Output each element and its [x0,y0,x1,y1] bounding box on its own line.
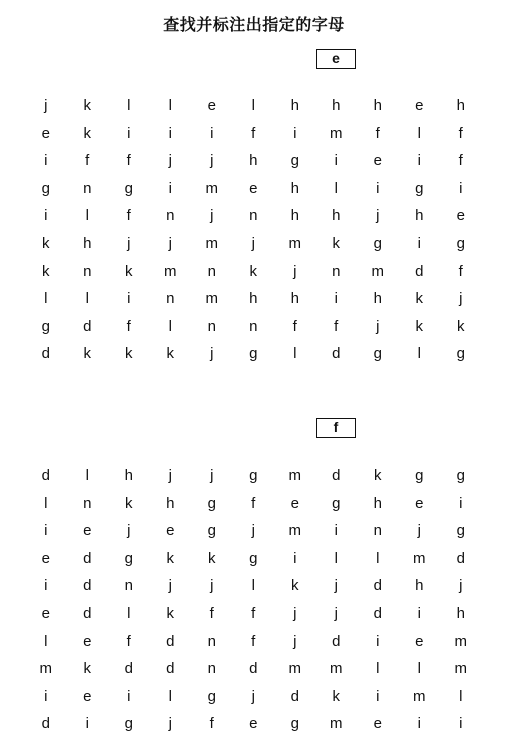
letter-cell[interactable]: n [373,522,382,540]
letter-cell[interactable]: k [125,345,133,363]
letter-cell[interactable]: l [334,179,338,197]
letter-cell[interactable]: h [332,97,341,114]
letter-cell[interactable]: l [417,124,421,142]
letter-cell[interactable]: l [44,632,48,650]
letter-cell[interactable]: f [292,317,297,335]
letter-cell[interactable]: k [42,234,50,252]
letter-cell[interactable]: f [126,152,131,170]
letter-cell[interactable]: m [330,124,343,142]
letter-cell[interactable]: h [415,577,424,595]
letter-cell[interactable]: i [417,152,421,170]
letter-cell[interactable]: l [293,345,297,363]
letter-cell[interactable]: j [210,152,214,170]
letter-cell[interactable]: h [249,152,258,170]
letter-cell[interactable]: k [415,317,423,335]
letter-cell[interactable]: k [332,234,340,252]
letter-cell[interactable]: e [41,604,50,622]
letter-cell[interactable]: h [290,290,299,308]
letter-cell[interactable]: i [44,522,48,540]
letter-cell[interactable]: k [125,262,133,280]
letter-cell[interactable]: j [210,207,214,225]
letter-cell[interactable]: n [166,290,175,308]
target-letter-box: f [316,418,356,438]
letter-cell[interactable]: f [85,152,90,170]
letter-cell[interactable]: k [83,97,91,114]
letter-cell[interactable]: m [39,660,52,678]
letter-cell[interactable]: e [41,124,50,142]
letter-cell[interactable]: m [330,715,343,733]
letter-cell[interactable]: l [127,97,131,114]
letter-cell[interactable]: d [83,317,92,335]
letter-cell[interactable]: i [44,207,48,225]
letter-cell[interactable]: i [376,687,380,705]
letter-cell[interactable]: e [415,494,424,512]
letter-cell[interactable]: j [376,317,380,335]
letter-cell[interactable]: g [415,467,424,484]
letter-cell[interactable]: j [127,522,131,540]
letter-cell[interactable]: g [249,549,258,567]
letter-cell[interactable]: f [458,262,463,280]
letter-cell[interactable]: i [168,179,172,197]
letter-cell[interactable]: i [293,124,297,142]
letter-cell[interactable]: f [209,604,214,622]
letter-cell[interactable]: k [332,687,340,705]
letter-cell[interactable]: j [251,234,255,252]
letter-cell[interactable]: k [42,262,50,280]
letter-cell[interactable]: k [125,494,133,512]
letter-cell[interactable]: i [44,687,48,705]
letter-cell[interactable]: d [124,660,133,678]
letter-cell[interactable]: n [166,207,175,225]
letter-cell[interactable]: j [251,522,255,540]
letter-cell[interactable]: h [83,234,92,252]
letter-cell[interactable]: m [371,262,384,280]
letter-cell[interactable]: h [290,97,299,114]
letter-cell[interactable]: i [334,290,338,308]
letter-cell[interactable]: j [210,345,214,363]
letter-cell[interactable]: f [251,124,256,142]
letter-cell[interactable]: k [374,467,382,484]
letter-cell[interactable]: f [334,317,339,335]
letter-cell[interactable]: l [85,207,89,225]
letter-cell[interactable]: f [209,715,214,733]
letter-grid [25,462,482,738]
letter-cell[interactable]: f [126,632,131,650]
letter-cell[interactable]: d [332,345,341,363]
letter-cell[interactable]: f [251,494,256,512]
letter-cell[interactable]: k [166,549,174,567]
letter-cell[interactable]: h [456,97,465,114]
letter-cell[interactable]: n [207,632,216,650]
letter-cell[interactable]: m [288,660,301,678]
letter-cell[interactable]: j [210,577,214,595]
letter-cell[interactable]: e [456,207,465,225]
letter-cell[interactable]: l [334,549,338,567]
letter-cell[interactable]: d [332,467,341,484]
letter-cell[interactable]: j [168,467,172,484]
letter-cell[interactable]: e [83,687,92,705]
letter-cell[interactable]: l [168,687,172,705]
letter-cell[interactable]: g [456,467,465,484]
letter-cell[interactable]: k [249,262,257,280]
letter-cell[interactable]: k [166,345,174,363]
letter-cell[interactable]: g [456,522,465,540]
letter-cell[interactable]: l [127,604,131,622]
letter-cell[interactable]: f [251,604,256,622]
letter-cell[interactable]: g [124,179,133,197]
letter-cell[interactable]: e [166,522,175,540]
letter-cell[interactable]: h [373,290,382,308]
letter-cell[interactable]: g [249,345,258,363]
letter-cell[interactable]: i [417,234,421,252]
letter-cell[interactable]: d [83,577,92,595]
letter-cell[interactable]: i [168,124,172,142]
letter-cell[interactable]: d [415,262,424,280]
letter-cell[interactable]: l [85,467,89,484]
letter-cell[interactable]: k [208,549,216,567]
letter-cell[interactable]: h [456,604,465,622]
letter-cell[interactable]: i [334,522,338,540]
letter-cell[interactable]: g [332,494,341,512]
letter-cell[interactable]: i [44,577,48,595]
letter-cell[interactable]: j [44,97,48,114]
letter-cell[interactable]: j [168,577,172,595]
letter-cell[interactable]: e [207,97,216,114]
letter-cell[interactable]: g [290,715,299,733]
letter-cell[interactable]: i [376,632,380,650]
letter-cell[interactable]: h [290,179,299,197]
letter-cell[interactable]: h [124,467,133,484]
letter-cell[interactable]: h [415,207,424,225]
letter-cell[interactable]: m [413,549,426,567]
letter-cell[interactable]: d [373,577,382,595]
letter-cell[interactable]: j [459,290,463,308]
letter-cell[interactable]: l [376,549,380,567]
letter-cell[interactable]: j [293,632,297,650]
letter-cell[interactable]: i [44,152,48,170]
letter-cell[interactable]: m [205,179,218,197]
letter-cell[interactable]: n [207,660,216,678]
letter-cell[interactable]: j [168,234,172,252]
letter-cell[interactable]: i [127,124,131,142]
letter-cell[interactable]: f [251,632,256,650]
letter-cell[interactable]: j [334,604,338,622]
letter-cell[interactable]: g [373,345,382,363]
letter-cell[interactable]: k [457,317,465,335]
letter-cell[interactable]: l [85,290,89,308]
letter-cell[interactable]: g [207,494,216,512]
letter-cell[interactable]: n [207,262,216,280]
letter-cell[interactable]: m [413,687,426,705]
letter-cell[interactable]: m [205,290,218,308]
letter-cell[interactable]: h [373,97,382,114]
letter-cell[interactable]: g [456,234,465,252]
letter-cell[interactable]: k [83,124,91,142]
letter-cell[interactable]: l [376,660,380,678]
letter-cell[interactable]: k [83,345,91,363]
letter-cell[interactable]: i [334,152,338,170]
letter-cell[interactable]: e [249,715,258,733]
letter-cell[interactable]: h [373,494,382,512]
letter-cell[interactable]: m [454,660,467,678]
letter-cell[interactable]: f [126,207,131,225]
letter-cell[interactable]: l [417,345,421,363]
letter-cell[interactable]: n [332,262,341,280]
letter-cell[interactable]: j [210,467,214,484]
letter-cell[interactable]: g [41,317,50,335]
target-letter-box: e [316,49,356,69]
letter-cell[interactable]: d [249,660,258,678]
letter-cell[interactable]: j [293,262,297,280]
letter-cell[interactable]: l [44,290,48,308]
letter-cell[interactable]: d [332,632,341,650]
page-title: 查找并标注出指定的字母 [163,15,345,34]
letter-cell[interactable]: k [83,660,91,678]
letter-cell[interactable]: i [459,179,463,197]
letter-cell[interactable]: j [127,234,131,252]
letter-cell[interactable]: d [166,632,175,650]
letter-cell[interactable]: e [373,152,382,170]
letter-cell[interactable]: m [164,262,177,280]
letter-cell[interactable]: l [44,494,48,512]
letter-cell[interactable]: l [168,97,172,114]
letter-cell[interactable]: d [456,549,465,567]
letter-cell[interactable]: d [41,715,50,733]
letter-cell[interactable]: i [127,290,131,308]
letter-cell[interactable]: j [293,604,297,622]
letter-cell[interactable]: j [168,715,172,733]
letter-cell[interactable]: h [249,290,258,308]
letter-cell[interactable]: d [290,687,299,705]
letter-cell[interactable]: l [459,687,463,705]
letter-cell[interactable]: g [207,687,216,705]
letter-cell[interactable]: e [373,715,382,733]
letter-cell[interactable]: h [290,207,299,225]
letter-cell[interactable]: j [417,522,421,540]
letter-cell[interactable]: e [41,549,50,567]
letter-cell[interactable]: d [41,467,50,484]
letter-cell[interactable]: f [458,152,463,170]
letter-cell[interactable]: g [124,715,133,733]
letter-cell[interactable]: n [249,317,258,335]
letter-cell[interactable]: m [288,234,301,252]
letter-cell[interactable]: n [83,179,92,197]
letter-cell[interactable]: j [168,152,172,170]
letter-cell[interactable]: j [334,577,338,595]
letter-cell[interactable]: d [83,604,92,622]
letter-cell[interactable]: i [376,179,380,197]
letter-cell[interactable]: m [288,522,301,540]
letter-cell[interactable]: h [166,494,175,512]
letter-cell[interactable]: l [417,660,421,678]
letter-cell[interactable]: n [207,317,216,335]
letter-cell[interactable]: f [126,317,131,335]
letter-cell[interactable]: l [251,577,255,595]
letter-cell[interactable]: k [291,577,299,595]
letter-cell[interactable]: i [293,549,297,567]
letter-cell[interactable]: e [249,179,258,197]
letter-cell[interactable]: i [459,494,463,512]
letter-cell[interactable]: g [41,179,50,197]
letter-cell[interactable]: i [210,124,214,142]
letter-cell[interactable]: e [83,632,92,650]
letter-cell[interactable]: j [251,687,255,705]
letter-cell[interactable]: h [332,207,341,225]
letter-cell[interactable]: g [456,345,465,363]
letter-cell[interactable]: n [124,577,133,595]
letter-cell[interactable]: l [251,97,255,114]
letter-cell[interactable]: g [373,234,382,252]
letter-cell[interactable]: d [166,660,175,678]
letter-cell[interactable]: e [83,522,92,540]
letter-cell[interactable]: i [85,715,89,733]
letter-cell[interactable]: g [415,179,424,197]
letter-cell[interactable]: f [458,124,463,142]
letter-cell[interactable]: m [330,660,343,678]
letter-cell[interactable]: m [288,467,301,484]
letter-cell[interactable]: j [376,207,380,225]
letter-cell[interactable]: g [290,152,299,170]
letter-cell[interactable]: e [290,494,299,512]
letter-cell[interactable]: i [417,604,421,622]
letter-cell[interactable]: k [166,604,174,622]
letter-cell[interactable]: i [417,715,421,733]
letter-cell[interactable]: n [83,262,92,280]
letter-cell[interactable]: i [127,687,131,705]
letter-cell[interactable]: d [83,549,92,567]
letter-cell[interactable]: g [124,549,133,567]
letter-cell[interactable]: g [249,467,258,484]
letter-cell[interactable]: m [205,234,218,252]
letter-cell[interactable]: d [41,345,50,363]
letter-cell[interactable]: k [415,290,423,308]
letter-cell[interactable]: d [373,604,382,622]
letter-cell[interactable]: f [375,124,380,142]
letter-cell[interactable]: n [83,494,92,512]
letter-cell[interactable]: l [168,317,172,335]
letter-cell[interactable]: j [459,577,463,595]
letter-grid [25,92,482,368]
letter-cell[interactable]: m [454,632,467,650]
letter-cell[interactable]: g [207,522,216,540]
letter-cell[interactable]: e [415,632,424,650]
letter-cell[interactable]: e [415,97,424,114]
letter-cell[interactable]: i [459,715,463,733]
letter-cell[interactable]: n [249,207,258,225]
